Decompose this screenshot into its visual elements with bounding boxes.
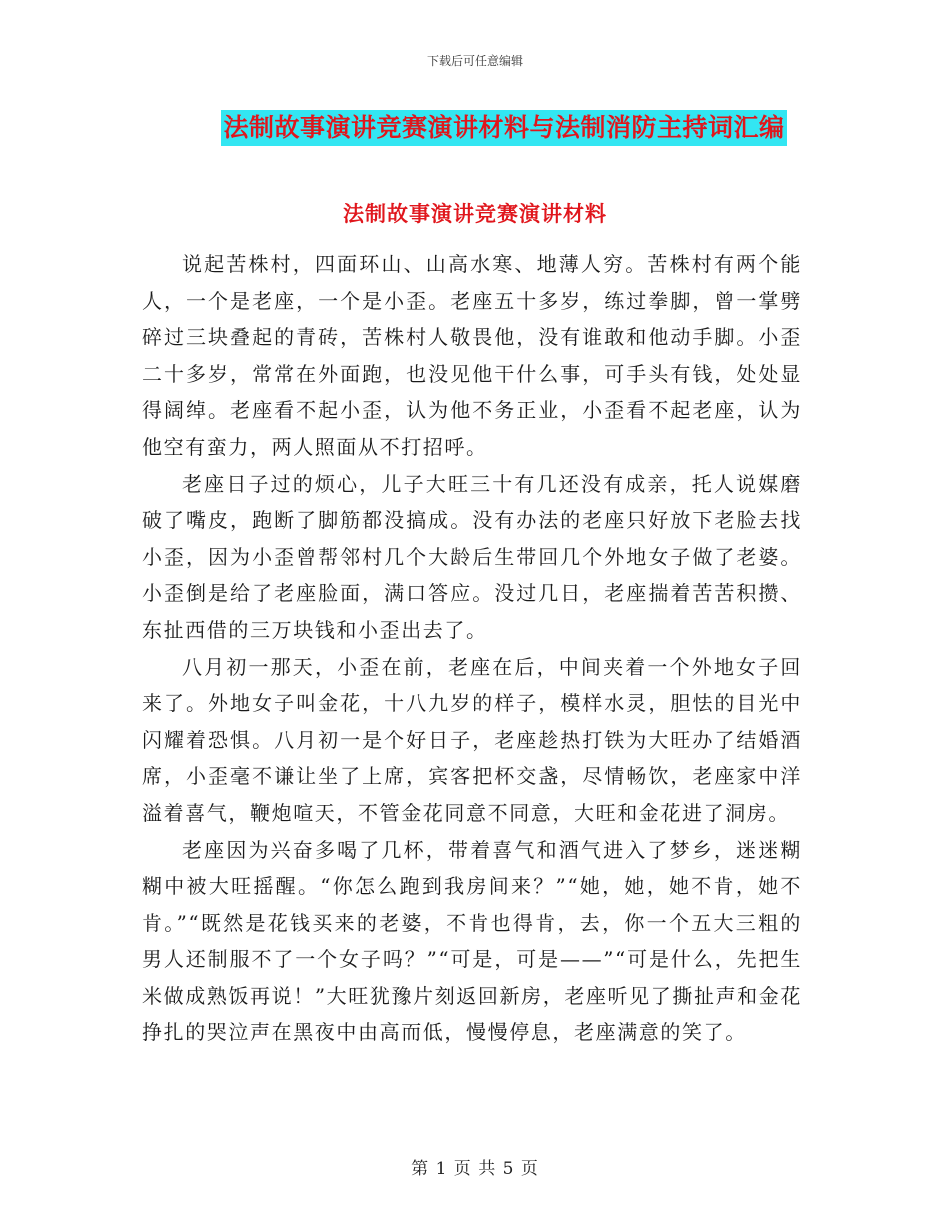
- page-header-note: 下载后可任意编辑: [426, 54, 523, 68]
- page-number: 第 1 页 共 5 页: [411, 1159, 539, 1179]
- document-title-container: [0, 110, 950, 146]
- body-text: [142, 246, 802, 1051]
- paragraph-2: 老座日子过的烦心，儿子大旺三十有几还没有成亲，托人说媒磨破了嘴皮，跑断了脚筋都没搞成。没有办法的老座只好放下老脸去找小歪，因为小歪曾帮邻村几个大龄后生带回几个外地女子做了老婆。小歪倒是给了老座脸面，满口答应。没过几日，老座揣着苦苦积攒、东扯西借的三万块钱和小歪出去了。: [142, 471, 802, 642]
- document-title: 法制故事演讲竞赛演讲材料与法制消防主持词汇编: [221, 110, 786, 146]
- paragraph-4: 老座因为兴奋多喝了几杯，带着喜气和酒气进入了梦乡，迷迷糊糊中被大旺摇醒。“你怎么跑到我房间来？”“她，她，她不肯，她不肯。”“既然是花钱买来的老婆，不肯也得肯，去，你一个五大三粗的男人还制服不了一个女子吗？”“可是，可是——”“可是什么，先把生米做成熟饭再说！”大旺犹豫片刻返回新房，老座听见了撕扯声和金花挣扎的哭泣声在黑夜中由高而低，慢慢停息，老座满意的笑了。: [142, 837, 802, 1045]
- section-title: 法制故事演讲竞赛演讲材料: [343, 201, 607, 226]
- paragraph-1: 说起苦株村，四面环山、山高水寒、地薄人穷。苦株村有两个能人，一个是老座，一个是小歪。老座五十多岁，练过拳脚，曾一掌劈碎过三块叠起的青砖，苦株村人敬畏他，没有谁敢和他动手脚。小歪二十多岁，常常在外面跑，也没见他干什么事，可手头有钱，处处显得阔绰。老座看不起小歪，认为他不务正业，小歪看不起老座，认为他空有蛮力，两人照面从不打招呼。: [142, 252, 802, 459]
- paragraph-3: 八月初一那天，小歪在前，老座在后，中间夹着一个外地女子回来了。外地女子叫金花，十八九岁的样子，模样水灵，胆怯的目光中闪耀着恐惧。八月初一是个好日子，老座趁热打铁为大旺办了结婚酒席，小歪毫不谦让坐了上席，宾客把杯交盏，尽情畅饮，老座家中洋溢着喜气，鞭炮喧天，不管金花同意不同意，大旺和金花进了洞房。: [142, 654, 802, 825]
